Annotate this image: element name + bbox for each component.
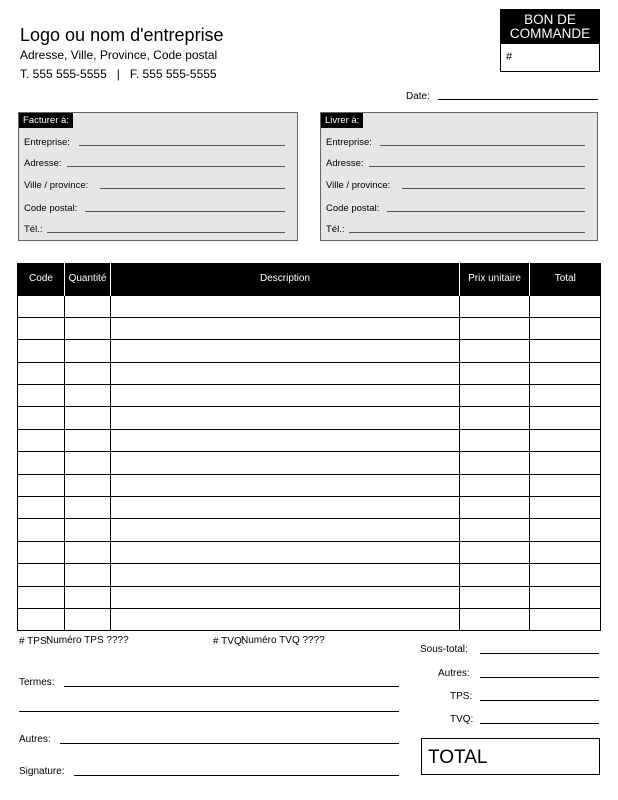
cell-quantity[interactable] [65, 586, 111, 608]
column-header-quantity: Quantité [65, 263, 111, 295]
cell-unit-price[interactable] [460, 429, 530, 451]
cell-code[interactable] [18, 474, 65, 496]
bill-to-phone-label: Tél.: [24, 224, 43, 235]
table-row [18, 385, 601, 407]
cell-quantity[interactable] [65, 295, 111, 317]
cell-unit-price[interactable] [460, 452, 530, 474]
cell-unit-price[interactable] [460, 608, 530, 630]
table-row [18, 429, 601, 451]
subtotal-field[interactable] [480, 653, 599, 654]
ship-to-phone-field[interactable] [349, 232, 585, 233]
table-row [18, 452, 601, 474]
cell-unit-price[interactable] [460, 474, 530, 496]
cell-description[interactable] [111, 474, 460, 496]
ship-to-city-label: Ville / province: [326, 180, 391, 191]
bill-to-city-label: Ville / province: [24, 180, 89, 191]
totals-other-field[interactable] [480, 677, 599, 678]
cell-code[interactable] [18, 564, 65, 586]
subtotal-label: Sous-total: [420, 644, 468, 655]
cell-unit-price[interactable] [460, 385, 530, 407]
cell-description[interactable] [111, 429, 460, 451]
cell-description[interactable] [111, 317, 460, 339]
cell-code[interactable] [18, 407, 65, 429]
cell-total[interactable] [530, 317, 601, 339]
ship-to-city-field[interactable] [402, 188, 585, 189]
cell-total[interactable] [530, 541, 601, 563]
cell-quantity[interactable] [65, 452, 111, 474]
cell-quantity[interactable] [65, 541, 111, 563]
purchase-order-box [500, 9, 600, 72]
cell-unit-price[interactable] [460, 407, 530, 429]
cell-code[interactable] [18, 385, 65, 407]
cell-code[interactable] [18, 317, 65, 339]
table-row [18, 564, 601, 586]
table-row [18, 608, 601, 630]
cell-description[interactable] [111, 541, 460, 563]
cell-description[interactable] [111, 564, 460, 586]
table-row [18, 340, 601, 362]
column-header-total: Total [530, 263, 601, 295]
cell-total[interactable] [530, 497, 601, 519]
ship-to-postal-label: Code postal: [326, 203, 380, 214]
company-address: Adresse, Ville, Province, Code postal [20, 48, 218, 62]
bill-to-box [18, 112, 298, 241]
cell-unit-price[interactable] [460, 586, 530, 608]
column-header-unit-price: Prix unitaire [460, 263, 530, 295]
bill-to-phone-field[interactable] [47, 232, 285, 233]
cell-quantity[interactable] [65, 564, 111, 586]
cell-quantity[interactable] [65, 474, 111, 496]
cell-description[interactable] [111, 586, 460, 608]
ship-to-company-label: Entreprise: [326, 137, 372, 148]
bill-to-postal-label: Code postal: [24, 203, 78, 214]
signature-label: Signature: [19, 766, 65, 777]
cell-unit-price[interactable] [460, 340, 530, 362]
cell-total[interactable] [530, 519, 601, 541]
cell-total[interactable] [530, 452, 601, 474]
table-row [18, 407, 601, 429]
tvq-amount-label: TVQ: [450, 714, 474, 725]
cell-total[interactable] [530, 407, 601, 429]
cell-total[interactable] [530, 586, 601, 608]
cell-code[interactable] [18, 497, 65, 519]
purchase-order-title-line1: BON DE [524, 12, 576, 27]
cell-total[interactable] [530, 340, 601, 362]
cell-description[interactable] [111, 608, 460, 630]
table-row [18, 317, 601, 339]
bill-to-company-field[interactable] [79, 145, 285, 146]
ship-to-company-field[interactable] [380, 145, 585, 146]
purchase-order-title-line2: COMMANDE [509, 26, 591, 41]
tps-amount-label: TPS: [450, 691, 473, 702]
cell-quantity[interactable] [65, 519, 111, 541]
cell-description[interactable] [111, 340, 460, 362]
table-row [18, 586, 601, 608]
table-row [18, 541, 601, 563]
table-row [18, 295, 601, 317]
cell-quantity[interactable] [65, 340, 111, 362]
cell-description[interactable] [111, 497, 460, 519]
tps-label: # TPS: [19, 636, 50, 647]
terms-field-line2[interactable] [19, 711, 399, 712]
table-row [18, 519, 601, 541]
other-notes-label: Autres: [19, 734, 51, 745]
tps-amount-field[interactable] [480, 700, 599, 701]
column-header-code: Code [18, 263, 65, 295]
table-row [18, 497, 601, 519]
cell-quantity[interactable] [65, 429, 111, 451]
cell-unit-price[interactable] [460, 295, 530, 317]
cell-total[interactable] [530, 564, 601, 586]
table-header-row [18, 263, 601, 295]
company-name: Logo ou nom d'entreprise [20, 25, 224, 45]
bill-to-heading: Facturer à: [19, 113, 73, 128]
bill-to-postal-field[interactable] [85, 211, 285, 212]
tvq-label: # TVQ: [213, 636, 245, 647]
bill-to-city-field[interactable] [100, 188, 285, 189]
cell-description[interactable] [111, 295, 460, 317]
cell-description[interactable] [111, 385, 460, 407]
cell-code[interactable] [18, 340, 65, 362]
cell-description[interactable] [111, 407, 460, 429]
total-box[interactable] [421, 738, 600, 775]
totals-other-label: Autres: [438, 668, 470, 679]
cell-code[interactable] [18, 519, 65, 541]
cell-code[interactable] [18, 586, 65, 608]
cell-quantity[interactable] [65, 608, 111, 630]
cell-quantity[interactable] [65, 385, 111, 407]
cell-total[interactable] [530, 429, 601, 451]
cell-code[interactable] [18, 362, 65, 384]
cell-unit-price[interactable] [460, 362, 530, 384]
other-notes-field[interactable] [60, 743, 399, 744]
cell-unit-price[interactable] [460, 317, 530, 339]
cell-code[interactable] [18, 452, 65, 474]
ship-to-address-field[interactable] [369, 166, 585, 167]
company-phone-fax: T. 555 555-5555 | F. 555 555-5555 [20, 67, 217, 81]
cell-total[interactable] [530, 608, 601, 630]
order-number-field[interactable]: # [506, 51, 513, 63]
ship-to-box [320, 112, 598, 241]
ship-to-heading: Livrer à: [321, 113, 363, 128]
ship-to-postal-field[interactable] [387, 211, 585, 212]
signature-field[interactable] [74, 775, 399, 776]
cell-unit-price[interactable] [460, 497, 530, 519]
cell-quantity[interactable] [65, 497, 111, 519]
table-row [18, 362, 601, 384]
terms-field[interactable] [64, 686, 399, 687]
bill-to-company-label: Entreprise: [24, 137, 70, 148]
cell-unit-price[interactable] [460, 564, 530, 586]
cell-code[interactable] [18, 295, 65, 317]
cell-total[interactable] [530, 385, 601, 407]
tps-number: Numéro TPS ???? [46, 635, 129, 646]
cell-quantity[interactable] [65, 317, 111, 339]
tvq-amount-field[interactable] [480, 723, 599, 724]
purchase-order-title [501, 10, 599, 44]
items-table [17, 263, 601, 631]
cell-code[interactable] [18, 541, 65, 563]
cell-description[interactable] [111, 362, 460, 384]
ship-to-phone-label: Tél.: [326, 224, 345, 235]
date-label: Date: [406, 91, 430, 102]
cell-quantity[interactable] [65, 362, 111, 384]
cell-description[interactable] [111, 519, 460, 541]
total-label: TOTAL [428, 747, 488, 768]
table-row [18, 474, 601, 496]
cell-quantity[interactable] [65, 407, 111, 429]
cell-total[interactable] [530, 474, 601, 496]
cell-description[interactable] [111, 452, 460, 474]
cell-total[interactable] [530, 295, 601, 317]
cell-code[interactable] [18, 429, 65, 451]
terms-label: Termes: [19, 677, 55, 688]
tvq-number: Numéro TVQ ???? [241, 635, 325, 646]
bill-to-address-field[interactable] [67, 166, 285, 167]
cell-unit-price[interactable] [460, 541, 530, 563]
column-header-description: Description [111, 263, 460, 295]
cell-total[interactable] [530, 362, 601, 384]
ship-to-address-label: Adresse: [326, 158, 364, 169]
date-field[interactable] [438, 99, 598, 100]
cell-unit-price[interactable] [460, 519, 530, 541]
cell-code[interactable] [18, 608, 65, 630]
bill-to-address-label: Adresse: [24, 158, 62, 169]
